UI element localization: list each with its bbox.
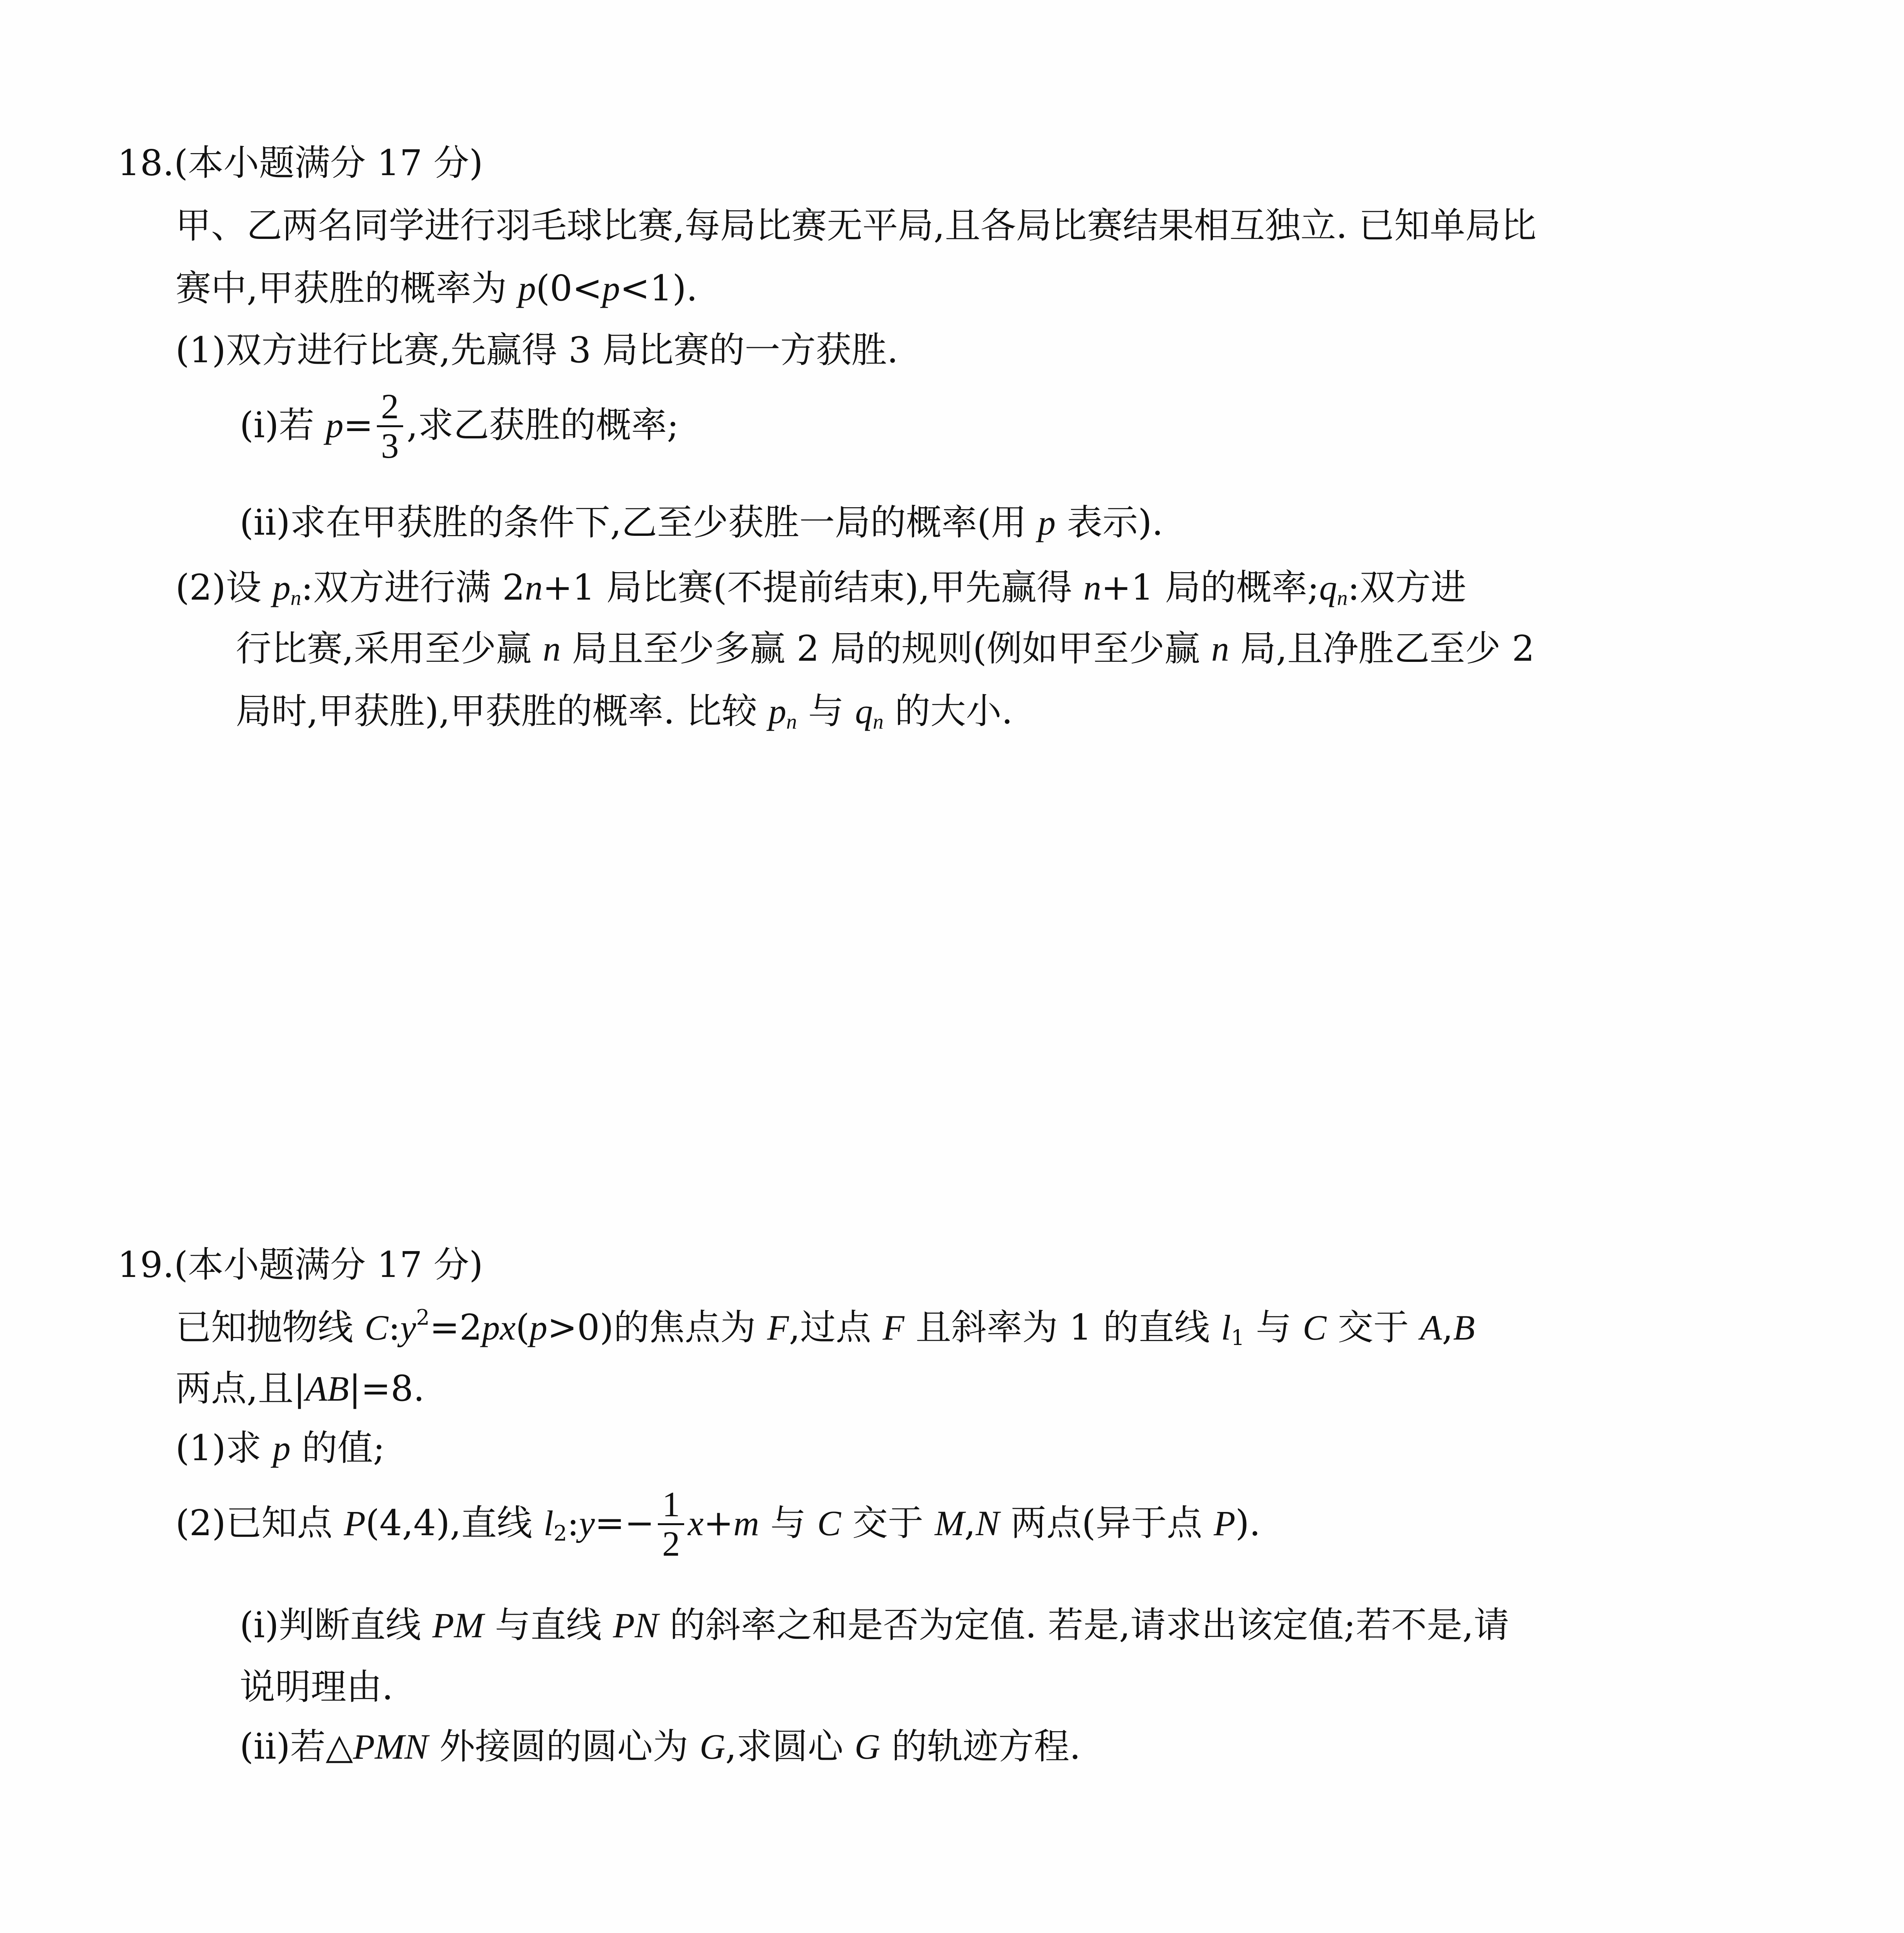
q18-part-1-ii: (ii)求在甲获胜的条件下,乙至少获胜一局的概率(用 p 表示). <box>240 502 1163 543</box>
q18-stem-line-1: 甲、乙两名同学进行羽毛球比赛,每局比赛无平局,且各局比赛结果相互独立. 已知单局比 <box>175 205 1536 246</box>
q19-part-2-ii: (ii)若△PMN 外接圆的圆心为 G,求圆心 G 的轨迹方程. <box>240 1726 1081 1767</box>
q19-part-2-i-line-2: 说明理由. <box>240 1666 393 1708</box>
q18-part-2-line-2: 行比赛,采用至少赢 n 局且至少多赢 2 局的规则(例如甲至少赢 n 局,且净胜乙至少 2 <box>236 628 1535 669</box>
q18-stem-line-2: 赛中,甲获胜的概率为 p(0<p<1). <box>175 268 698 309</box>
q19-stem-line-2: 两点,且|AB|=8. <box>175 1368 425 1409</box>
q18-header: 18.(本小题满分 17 分) <box>118 142 483 184</box>
q18-part-2-line-3: 局时,甲获胜),甲获胜的概率. 比较 $p_n$ 与 $q_n$ 的大小. <box>236 690 1013 733</box>
q19-part-2-i-line-1: (i)判断直线 PM 与直线 PN 的斜率之和是否为定值. 若是,请求出该定值;若不是,请 <box>240 1604 1509 1646</box>
q18-part-2-line-1: (2)设 $p_n$:双方进行满 2n+1 局比赛(不提前结束),甲先赢得 n+1 局的概率$;q_n$:双方进 <box>175 567 1466 610</box>
q19-header: 19.(本小题满分 17 分) <box>118 1244 483 1285</box>
fraction-one-half: $\frac{1}{2}$ <box>658 1486 684 1562</box>
q19-part-2: (2)已知点 P(4,4),直线 $l_2:y=-$ $\frac{1}{2}$ x+m 与 C 交于 M,N 两点(异于点 P). <box>175 1485 1261 1563</box>
q18-part-1: (1)双方进行比赛,先赢得 3 局比赛的一方获胜. <box>175 329 898 371</box>
q18-part-1-i: (i)若 p= $\frac{2}{3}$ ,求乙获胜的概率; <box>240 387 679 465</box>
q19-stem-line-1: 已知抛物线 $C:y^2=2px(p>0)$的焦点为 F,过点 F 且斜率为 1 的直线 $l_1$ 与 C 交于 A,B <box>175 1305 1475 1350</box>
q19-part-1: (1)求 p 的值; <box>175 1427 385 1469</box>
fraction-two-thirds: $\frac{2}{3}$ <box>377 388 403 464</box>
